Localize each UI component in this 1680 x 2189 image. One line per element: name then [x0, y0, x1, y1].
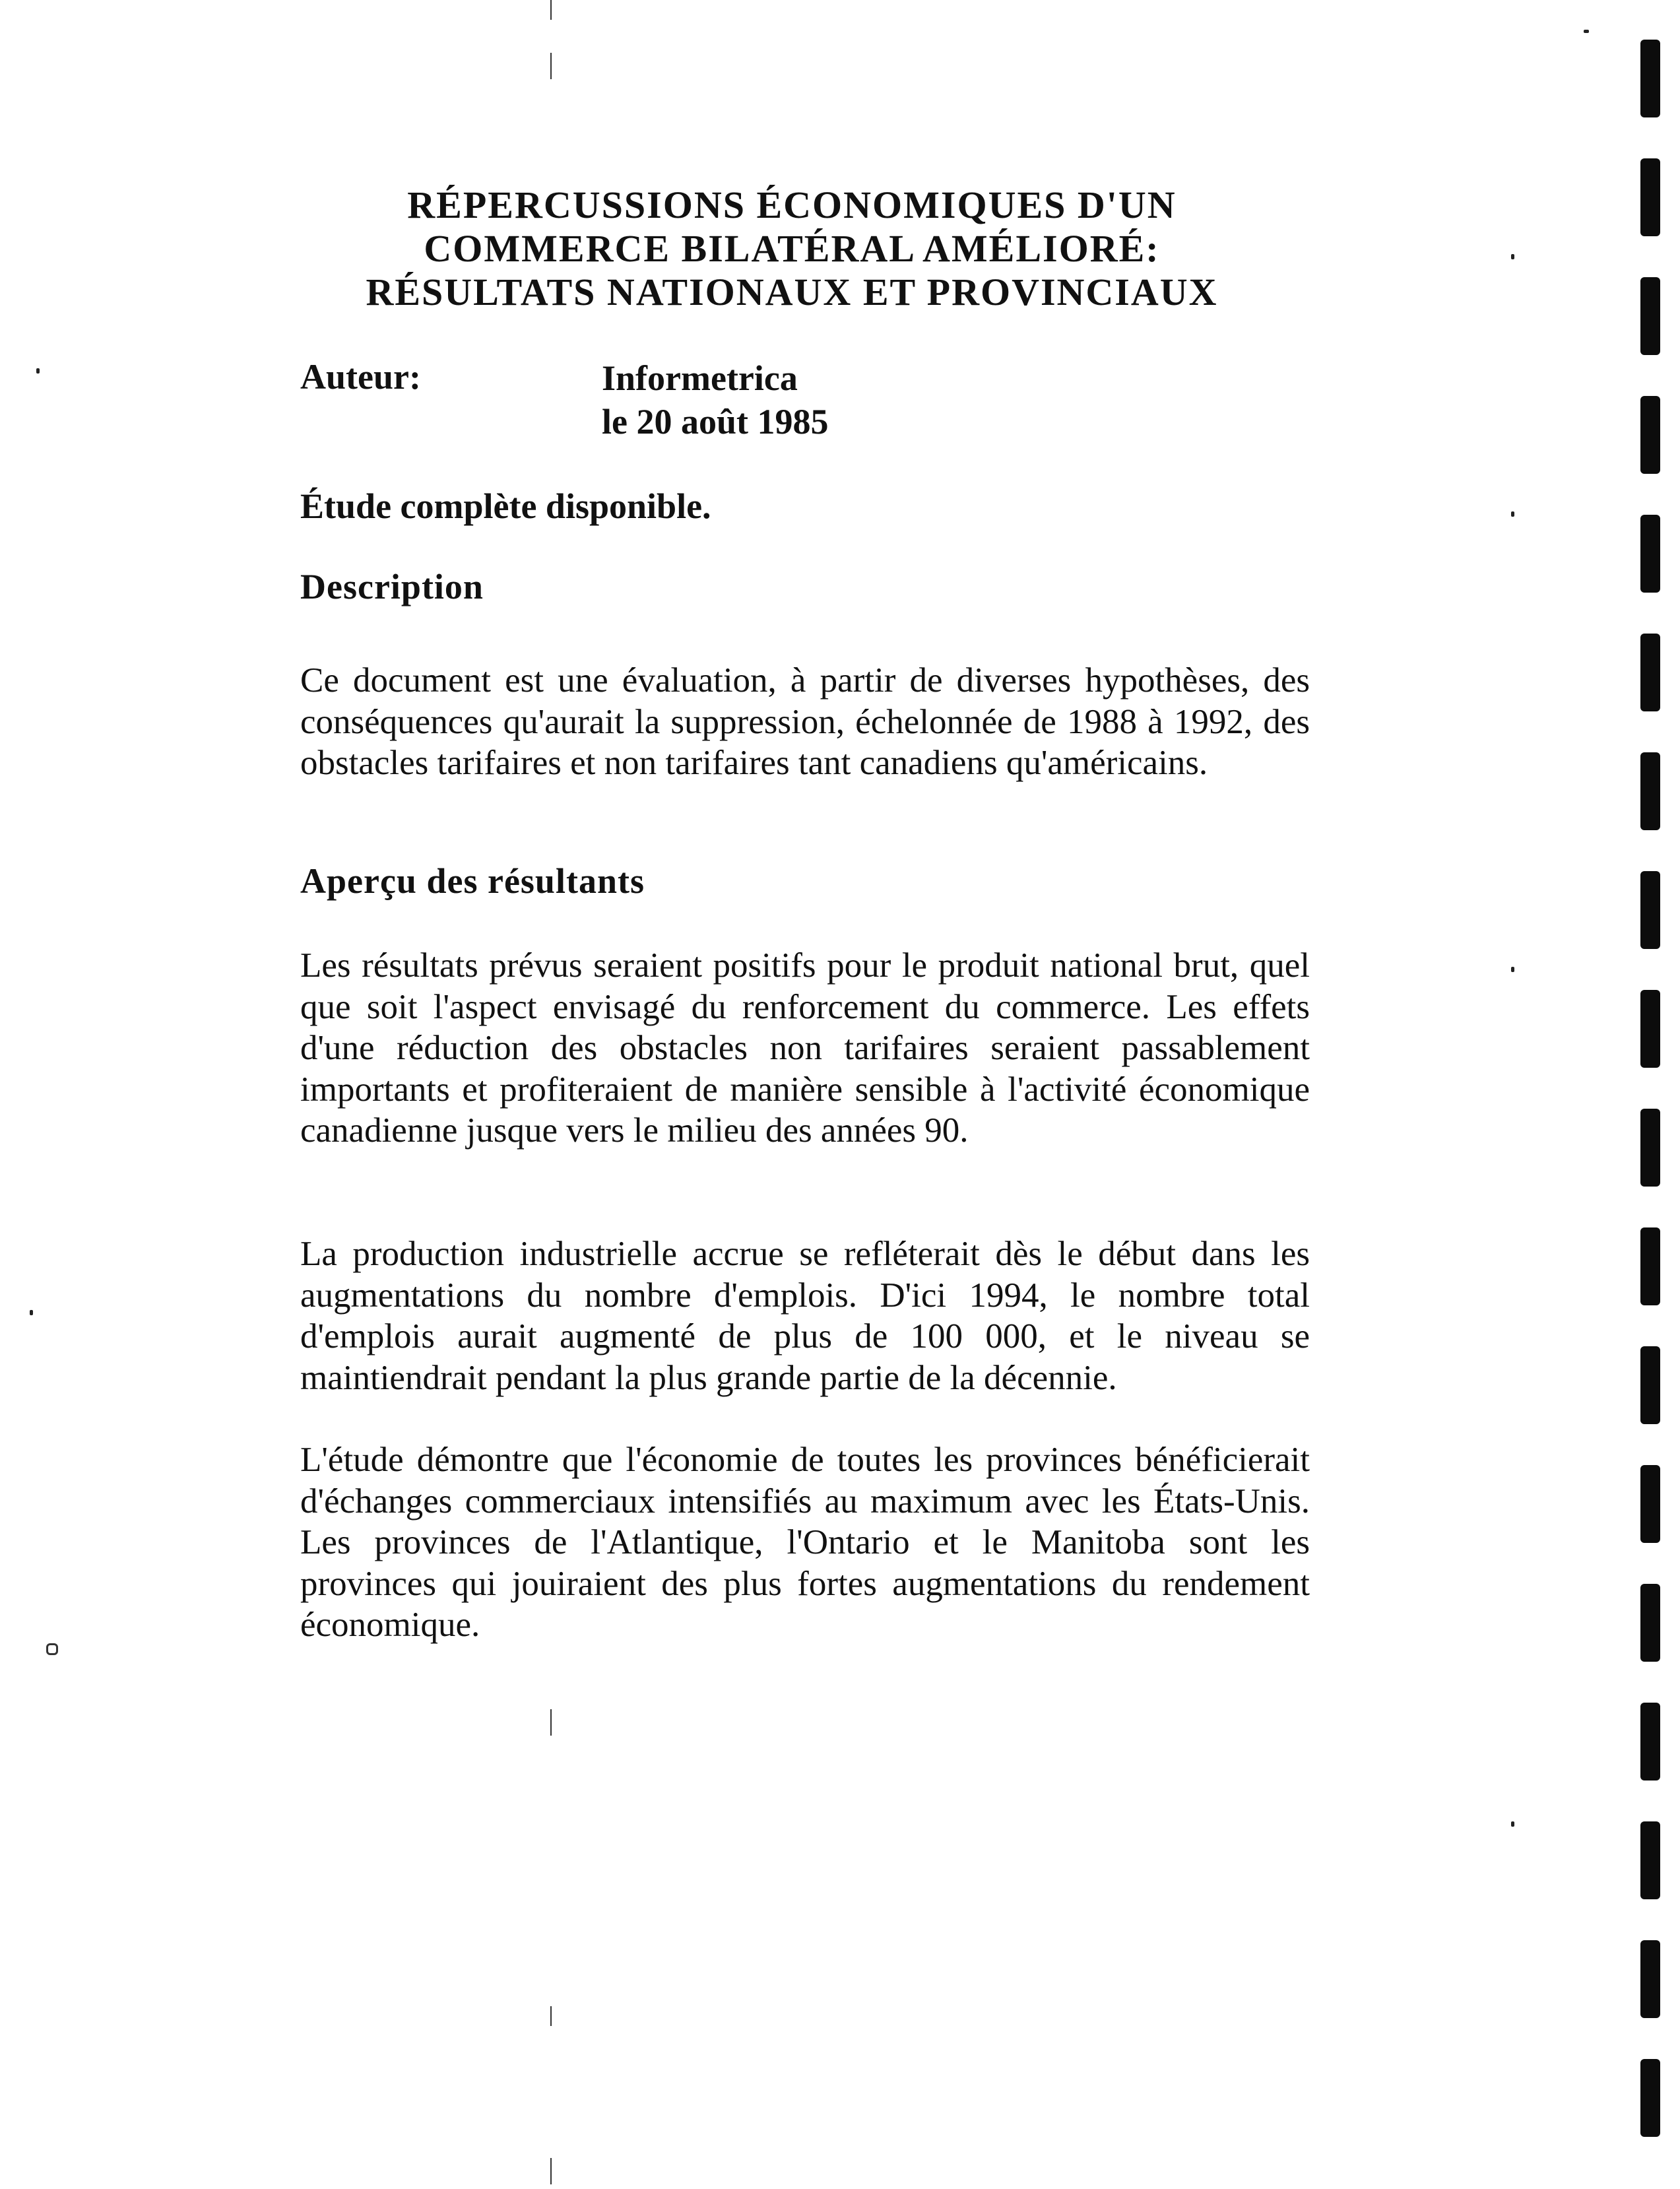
binder-hole: [1640, 1346, 1660, 1424]
binder-hole: [1640, 634, 1660, 711]
binder-hole: [1640, 1821, 1660, 1899]
binder-hole: [1640, 40, 1660, 117]
description-heading: Description: [300, 567, 484, 606]
binder-hole: [1640, 1109, 1660, 1187]
results-paragraph: Les résultats prévus seraient positifs pour le produit national brut, quel que soit l'aspect envisagé du renforcement du commerce. Les effets d'une réduction des obstacles non tarifaires seraient passablement importants et profiteraient de manière sensible à l'activité économique canadienne jusque vers le milieu des années 90.: [300, 946, 1310, 1150]
binder-holes: [1640, 40, 1667, 2178]
description-paragraph: Ce document est une évaluation, à partir de diverses hypothèses, des conséquences qu'aurait la suppression, échelonnée de 1988 à 1992, des obstacles tarifaires et non tarifaires tant canadiens qu'américains.: [300, 661, 1310, 782]
results-heading: Aperçu des résultants: [300, 861, 645, 901]
title-line: RÉSULTATS NATIONAUX ET PROVINCIAUX: [366, 271, 1218, 313]
scan-artifact: [550, 53, 552, 79]
scan-artifact: [550, 0, 552, 20]
title-line: COMMERCE BILATÉRAL AMÉLIORÉ:: [424, 227, 1160, 270]
binder-hole: [1640, 2059, 1660, 2137]
author-label: Auteur:: [300, 357, 421, 397]
scan-speck: [1511, 254, 1514, 259]
binder-hole: [1640, 1584, 1660, 1662]
title-line: RÉPERCUSSIONS ÉCONOMIQUES D'UN: [407, 183, 1177, 226]
binder-hole: [1640, 158, 1660, 236]
scan-speck: [46, 1643, 58, 1655]
binder-hole: [1640, 277, 1660, 355]
binder-hole: [1640, 515, 1660, 593]
scan-speck: [1511, 511, 1514, 517]
binder-hole: [1640, 1465, 1660, 1543]
author-name: Informetrica: [602, 358, 798, 398]
scan-artifact: [550, 2006, 552, 2026]
document-title: [304, 183, 1280, 314]
scan-speck: [1511, 967, 1514, 972]
scan-artifact: [550, 1709, 552, 1736]
scan-speck: [30, 1310, 33, 1315]
binder-hole: [1640, 990, 1660, 1068]
scan-artifact: [550, 2158, 552, 2184]
scan-speck: [1584, 30, 1589, 33]
binder-hole: [1640, 1940, 1660, 2018]
results-paragraph: L'étude démontre que l'économie de toutes les provinces bénéficierait d'échanges commerciaux intensifiés au maximum avec les États-Unis. Les provinces de l'Atlantique, l'Ontario et le Manitoba sont les provinces qui jouiraient des plus fortes augmentations du rendement économique.: [300, 1441, 1310, 1644]
binder-hole: [1640, 1703, 1660, 1781]
availability-note: Étude complète disponible.: [300, 486, 711, 526]
scan-speck: [36, 368, 40, 374]
binder-hole: [1640, 871, 1660, 949]
binder-hole: [1640, 396, 1660, 474]
publication-date: le 20 août 1985: [602, 402, 829, 441]
author-block: [602, 356, 829, 443]
binder-hole: [1640, 1227, 1660, 1305]
scan-speck: [1511, 1821, 1514, 1827]
binder-hole: [1640, 752, 1660, 830]
results-paragraph: La production industrielle accrue se refléterait dès le début dans les augmentations du nombre d'emplois. D'ici 1994, le nombre total d'emplois aurait augmenté de plus de 100 000, et le niveau se maintiendrait pendant la plus grande partie de la décennie.: [300, 1235, 1310, 1397]
